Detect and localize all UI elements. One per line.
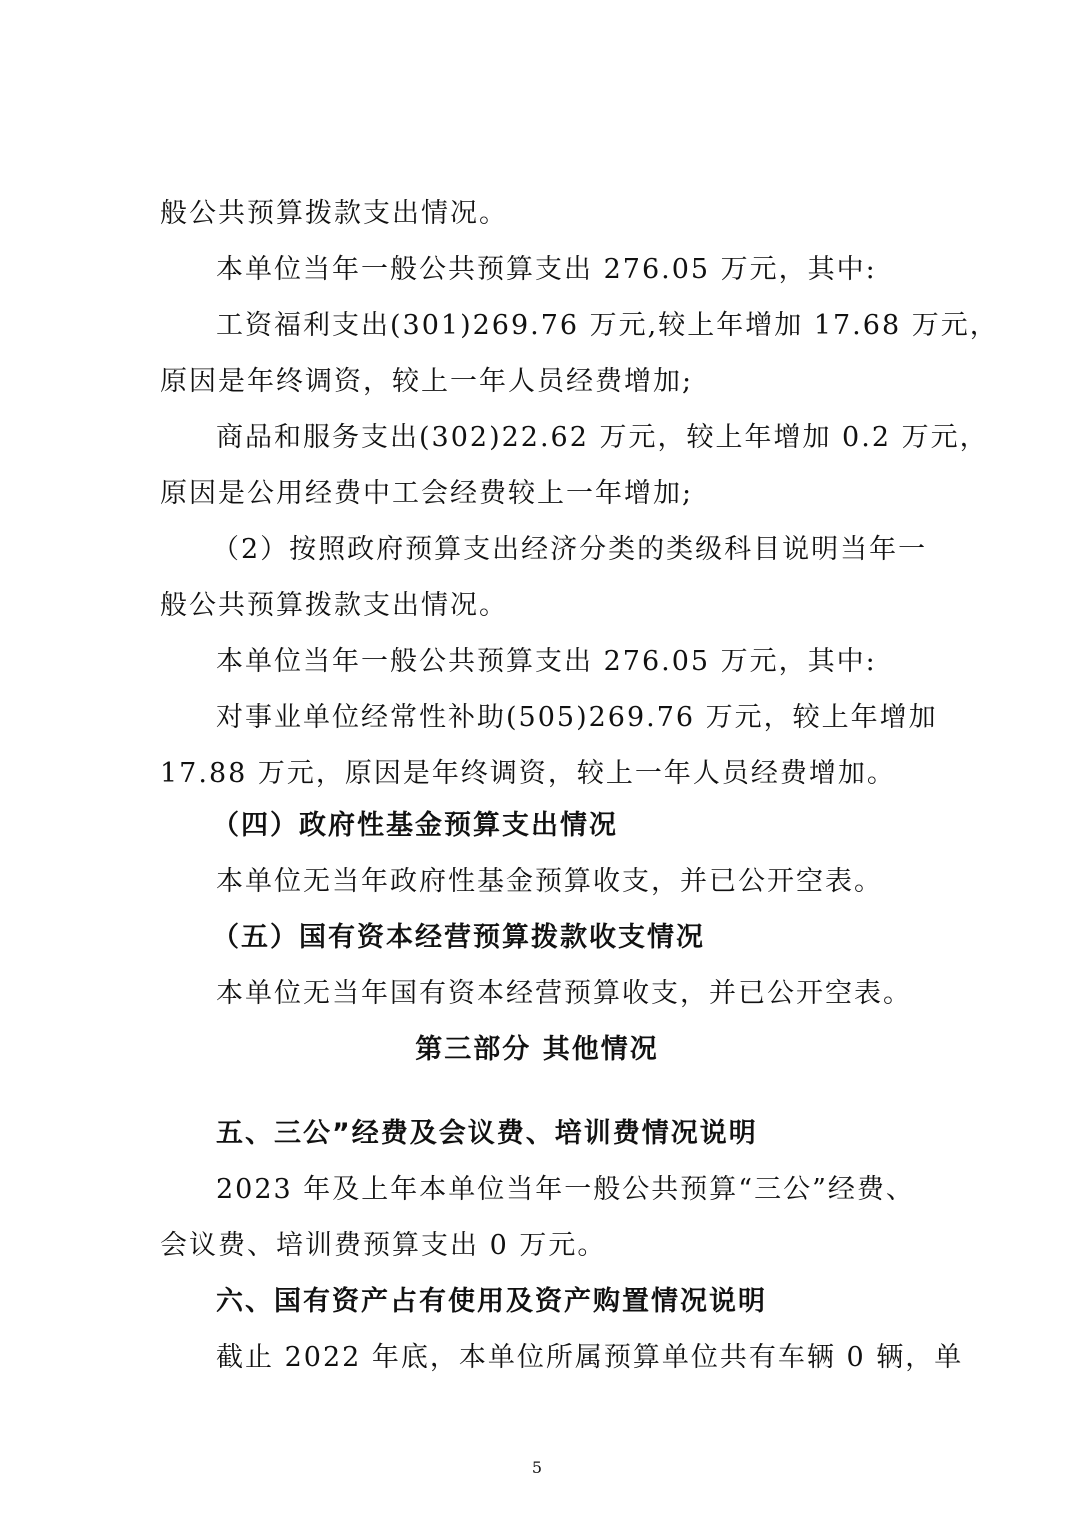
paragraph-line: 工资福利支出(301)269.76 万元,较上年增加 17.68 万元， [216, 310, 999, 341]
section-heading: 五、三公”经费及会议费、培训费情况说明 [216, 1118, 758, 1149]
paragraph-line: 17.88 万元，原因是年终调资，较上一年人员经费增加。 [160, 758, 896, 789]
paragraph-line: 商品和服务支出(302)22.62 万元，较上年增加 0.2 万元， [216, 422, 989, 453]
paragraph-line: 会议费、培训费预算支出 0 万元。 [160, 1230, 607, 1261]
part-title: 第三部分 其他情况 [415, 1034, 659, 1065]
paragraph-line: 本单位当年一般公共预算支出 276.05 万元，其中: [216, 646, 877, 677]
section-heading: （四）政府性基金预算支出情况 [212, 810, 618, 841]
paragraph-line: 本单位当年一般公共预算支出 276.05 万元，其中: [216, 254, 877, 285]
paragraph-line: 般公共预算拨款支出情况。 [160, 590, 508, 621]
paragraph-line: 截止 2022 年底，本单位所属预算单位共有车辆 0 辆，单 [216, 1342, 964, 1373]
paragraph-line: 本单位无当年国有资本经营预算收支，并已公开空表。 [216, 978, 912, 1009]
section-heading: 六、国有资产占有使用及资产购置情况说明 [216, 1286, 767, 1317]
paragraph-line: 本单位无当年政府性基金预算收支，并已公开空表。 [216, 866, 883, 897]
page-number: 5 [531, 1458, 543, 1477]
paragraph-line: 2023 年及上年本单位当年一般公共预算“三公”经费、 [216, 1174, 915, 1205]
paragraph-line: 般公共预算拨款支出情况。 [160, 198, 508, 229]
paragraph-line: 对事业单位经常性补助(505)269.76 万元，较上年增加 [216, 702, 938, 733]
paragraph-line: 原因是年终调资，较上一年人员经费增加; [160, 366, 694, 397]
section-heading: （五）国有资本经营预算拨款收支情况 [212, 922, 705, 953]
paragraph-line: （2）按照政府预算支出经济分类的类级科目说明当年一 [212, 534, 928, 565]
paragraph-line: 原因是公用经费中工会经费较上一年增加; [160, 478, 694, 509]
